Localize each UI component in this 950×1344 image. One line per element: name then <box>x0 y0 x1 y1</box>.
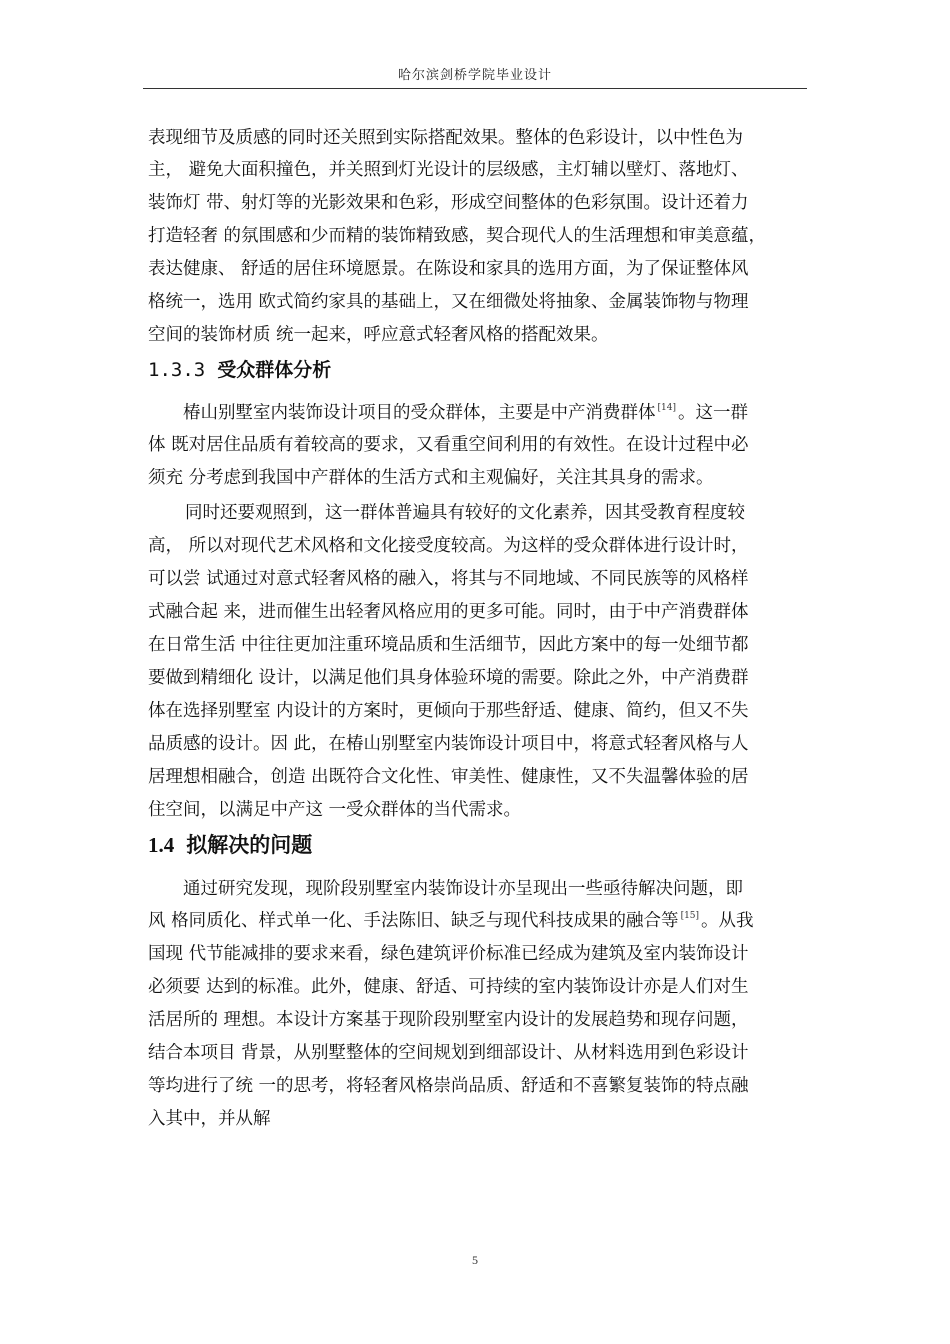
paragraph-line: 格统一，选用 欧式简约家具的基础上，又在细微处将抽象、金属装饰物与物理 <box>148 292 749 312</box>
citation-marker: [15] <box>680 911 700 921</box>
section-title: 受众群体分析 <box>217 359 332 381</box>
page-number: 5 <box>472 1253 478 1267</box>
header-divider <box>143 88 807 89</box>
paragraph-line: 要做到精细化 设计，以满足他们具身体验环境的需要。除此之外，中产消费群 <box>148 668 749 688</box>
page-header-title: 哈尔滨剑桥学院毕业设计 <box>397 68 552 83</box>
paragraph-text: 风 格同质化、样式单一化、手法陈旧、缺乏与现代科技成果的融合等 <box>148 911 679 931</box>
paragraph-line: 表达健康、 舒适的居住环境愿景。在陈设和家具的选用方面，为了保证整体风 <box>148 259 749 279</box>
paragraph-line: 须充 分考虑到我国中产群体的生活方式和主观偏好，关注其具身的需求。 <box>148 468 714 488</box>
paragraph-line: 入其中，并从解 <box>148 1109 271 1129</box>
paragraph-line: 体 既对居住品质有着较高的要求，又看重空间利用的有效性。在设计过程中必 <box>148 435 749 455</box>
paragraph-text: 椿山别墅室内装饰设计项目的受众群体，主要是中产消费群体 <box>183 403 656 423</box>
paragraph-line: 空间的装饰材质 统一起来，呼应意式轻奢风格的搭配效果。 <box>148 325 609 345</box>
paragraph-line: 体在选择别墅室 内设计的方案时，更倾向于那些舒适、健康、简约，但又不失 <box>148 701 749 721</box>
paragraph-text: 。这一群 <box>677 403 748 423</box>
paragraph-line: 高， 所以对现代艺术风格和文化接受度较高。为这样的受众群体进行设计时， <box>148 536 749 556</box>
paragraph-line: 在日常生活 中往往更加注重环境品质和生活细节，因此方案中的每一处细节都 <box>148 635 749 655</box>
paragraph-line: 可以尝 试通过对意式轻奢风格的融入，将其与不同地域、不同民族等的风格样 <box>148 569 749 589</box>
citation-marker: [14] <box>657 403 676 413</box>
paragraph-line: 同时还要观照到，这一群体普遍具有较好的文化素养，因其受教育程度较 <box>185 503 745 523</box>
section-heading-1-3-3 <box>148 356 331 384</box>
paragraph-line: 主， 避免大面积撞色，并关照到灯光设计的层级感，主灯辅以壁灯、落地灯、 <box>148 160 749 180</box>
section-title: 拟解决的问题 <box>186 832 313 857</box>
paragraph-line: 居理想相融合，创造 出既符合文化性、审美性、健康性，又不失温馨体验的居 <box>148 767 749 787</box>
paragraph-line: 结合本项目 背景，从别墅整体的空间规划到细部设计、从材料选用到色彩设计 <box>148 1043 749 1063</box>
paragraph-line: 表现细节及质感的同时还关照到实际搭配效果。整体的色彩设计，以中性色为 <box>148 128 743 148</box>
paragraph-line: 通过研究发现，现阶段别墅室内装饰设计亦呈现出一些亟待解决问题，即 <box>183 879 743 899</box>
section-number: 1.3.3 <box>148 359 206 381</box>
paragraph-line: 住空间，以满足中产这 一受众群体的当代需求。 <box>148 800 522 820</box>
paragraph-line: 必须要 达到的标准。此外，健康、舒适、可持续的室内装饰设计亦是人们对生 <box>148 977 749 997</box>
paragraph-line: 装饰灯 带、射灯等的光影效果和色彩，形成空间整体的色彩氛围。设计还着力 <box>148 193 749 213</box>
section-number: 1.4 <box>148 833 175 857</box>
paragraph-line: 活居所的 理想。本设计方案基于现阶段别墅室内设计的发展趋势和现存问题， <box>148 1010 749 1030</box>
paragraph-text: 。从我 <box>701 911 754 931</box>
paragraph-line: 品质感的设计。因 此，在椿山别墅室内装饰设计项目中，将意式轻奢风格与人 <box>148 734 749 754</box>
paragraph-line: 式融合起 来，进而催生出轻奢风格应用的更多可能。同时，由于中产消费群体 <box>148 602 749 622</box>
paragraph-line: 等均进行了统 一的思考，将轻奢风格崇尚品质、舒适和不喜繁复装饰的特点融 <box>148 1076 749 1096</box>
section-heading-1-4 <box>148 831 312 859</box>
paragraph-line: 打造轻奢 的氛围感和少而精的装饰精致感，契合现代人的生活理想和审美意蕴， <box>148 226 767 246</box>
paragraph-line <box>148 910 754 935</box>
paragraph-line: 国现 代节能减排的要求来看，绿色建筑评价标准已经成为建筑及室内装饰设计 <box>148 944 749 964</box>
paragraph-line <box>183 402 748 427</box>
